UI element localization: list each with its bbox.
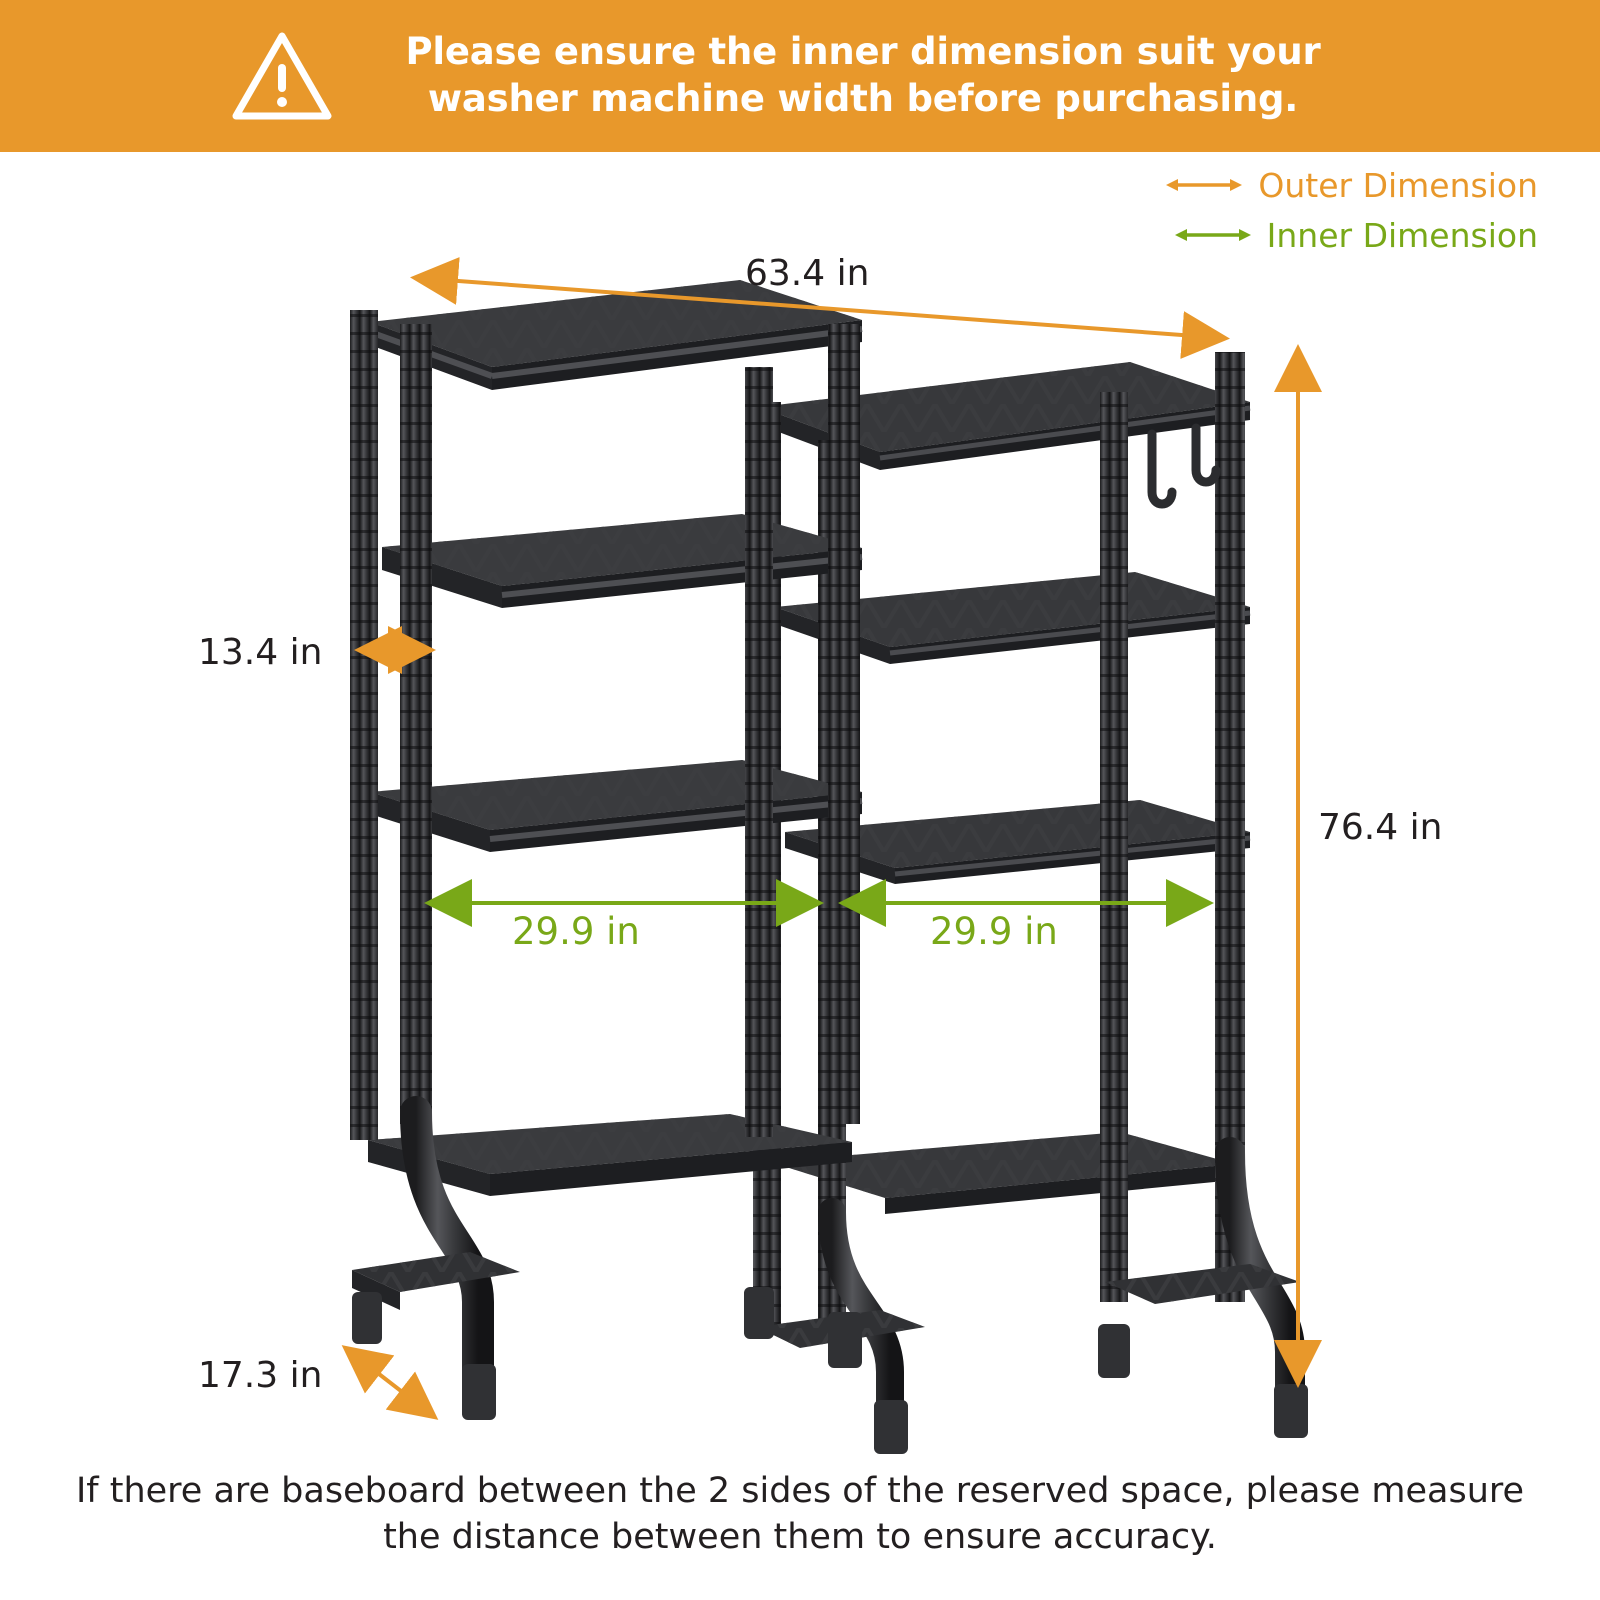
legend-label-outer: Outer Dimension xyxy=(1258,165,1538,205)
warning-banner-text: Please ensure the inner dimension suit your washer machine width before purchasing. xyxy=(405,30,1321,120)
dimension-label-inner-left: 29.9 in xyxy=(512,910,640,953)
dimension-line-depth xyxy=(348,1350,432,1415)
dimension-label-overall-height: 76.4 in xyxy=(1318,807,1443,848)
bottom-caption: If there are baseboard between the 2 sides of the reserved space, please measure the distance between them to ensure accuracy. xyxy=(75,1471,1525,1558)
dimension-label-inner-right: 29.9 in xyxy=(930,910,1058,953)
dimension-label-depth: 17.3 in xyxy=(198,1355,323,1396)
dimension-label-shelf-spacing: 13.4 in xyxy=(198,632,323,673)
dimension-label-overall-width: 63.4 in xyxy=(745,253,870,294)
legend-label-inner: Inner Dimension xyxy=(1266,215,1538,255)
